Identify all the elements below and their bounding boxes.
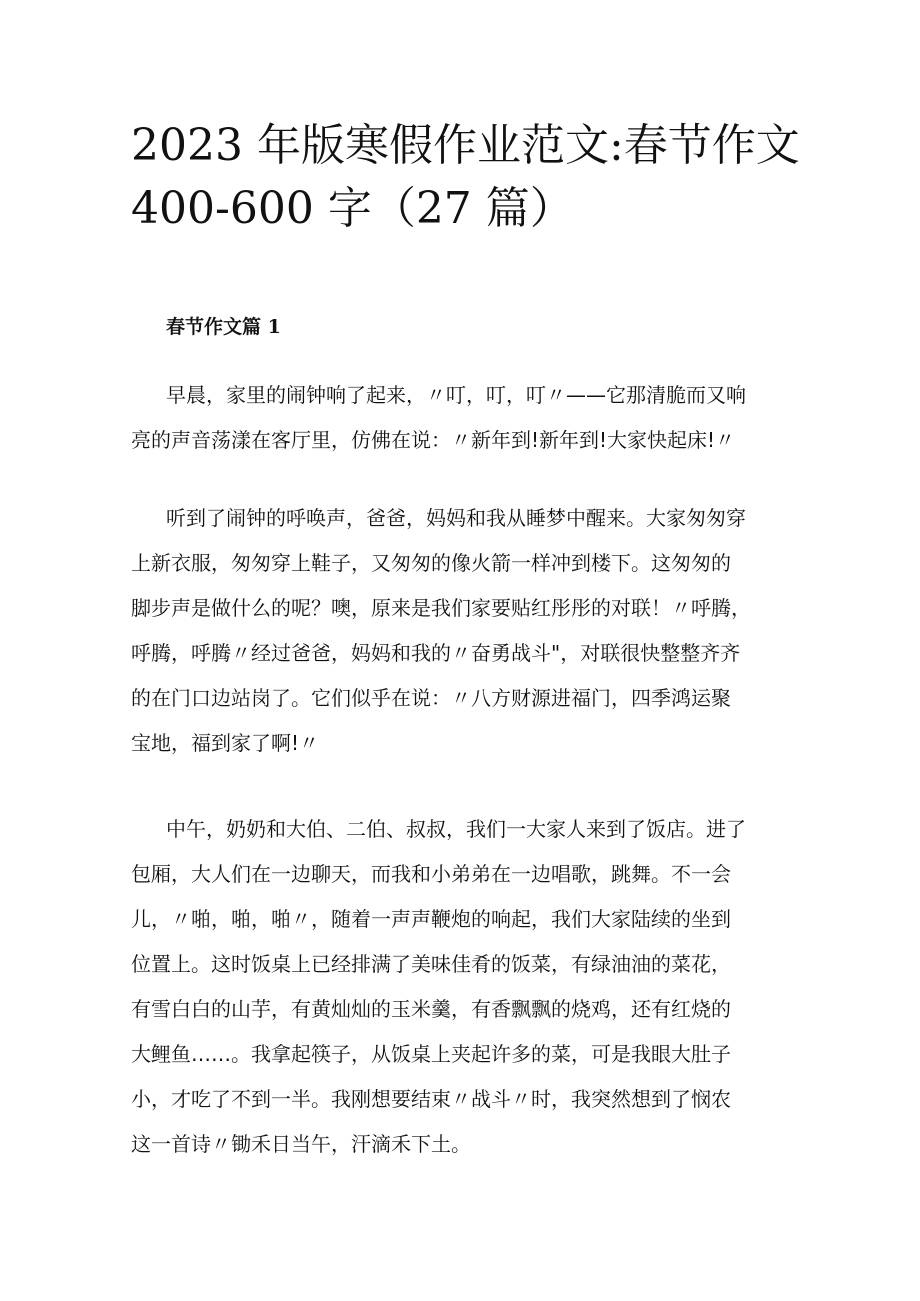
- paragraph-line: 听到了闹钟的呼唤声，爸爸，妈妈和我从睡梦中醒来。大家匆匆穿: [166, 506, 746, 530]
- paragraph-line: 宝地，福到家了啊!〃: [131, 731, 320, 755]
- paragraph-line: 位置上。这时饭桌上已经排满了美味佳肴的饭菜，有绿油油的菜花，: [131, 952, 731, 976]
- paragraph-line: 呼腾，呼腾〃经过爸爸，妈妈和我的〃奋勇战斗"，对联很快整整齐齐: [131, 641, 741, 665]
- paragraph-line: 儿，〃啪，啪，啪〃，随着一声声鞭炮的响起，我们大家陆续的坐到: [131, 907, 731, 931]
- section-heading: 春节作文篇 1: [166, 316, 281, 338]
- paragraph-line: 上新衣服，匆匆穿上鞋子，又匆匆的像火箭一样冲到楼下。这匆匆的: [131, 551, 731, 575]
- paragraph-line: 小，才吃了不到一半。我刚想要结束〃战斗〃时，我突然想到了悯农: [131, 1087, 731, 1111]
- paragraph-line: 大鲤鱼……。我拿起筷子，从饭桌上夹起许多的菜，可是我眼大肚子: [131, 1042, 731, 1066]
- paragraph-line: 包厢，大人们在一边聊天，而我和小弟弟在一边唱歌，跳舞。不一会: [131, 862, 731, 886]
- paragraph-line: 脚步声是做什么的呢？噢，原来是我们家要贴红彤彤的对联！〃呼腾，: [131, 596, 751, 620]
- paragraph-line: 这一首诗〃锄禾日当午，汗滴禾下土。: [131, 1132, 471, 1156]
- paragraph-line: 有雪白白的山芋，有黄灿灿的玉米羹，有香飘飘的烧鸡，还有红烧的: [131, 997, 731, 1021]
- title-line: 400-600 字（27 篇）: [131, 183, 574, 234]
- paragraph: [131, 807, 793, 1167]
- paragraph-line: 的在门口边站岗了。它们似乎在说：〃八方财源进福门，四季鸿运聚: [131, 686, 731, 710]
- paragraph-line: 亮的声音荡漾在客厅里，仿佛在说：〃新年到!新年到!大家快起床!〃: [131, 428, 736, 452]
- paragraph: [131, 496, 793, 766]
- paragraph: [131, 373, 793, 463]
- paragraph-line: 中午，奶奶和大伯、二伯、叔叔，我们一大家人来到了饭店。进了: [166, 817, 746, 841]
- document-title: [131, 114, 811, 240]
- paragraph-line: 早晨，家里的闹钟响了起来，〃叮，叮，叮〃——它那清脆而又响: [166, 383, 746, 407]
- title-line: 2023 年版寒假作业范文:春节作文: [131, 120, 800, 171]
